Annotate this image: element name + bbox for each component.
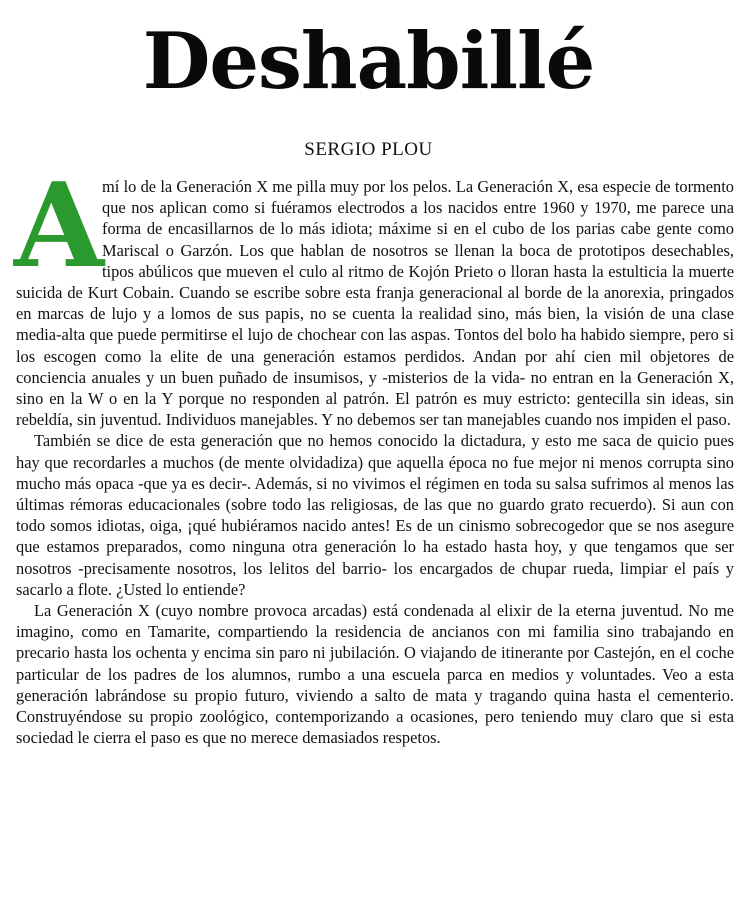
paragraph-1 xyxy=(14,158,734,430)
article-author: SERGIO PLOU xyxy=(304,139,433,160)
drop-cap-letter: A xyxy=(14,158,105,294)
paragraph-1-text: mí lo de la Generación X me pilla muy por los pelos. La Generación X, esa especie de tormento que nos aplican como si fuéramos electrodos a los nacidos entre 1960 y 1970, me parece una forma de encasillarnos de lo más idiota; máxime si en el cubo de los parias cabe gente como Mariscal o Garzón. Los que hablan de nosotros se llenan la boca de prototipos desechables, tipos abúlicos que mueven el culo al ritmo de Kojón Prieto o lloran hasta la estulticia la muerte suicida de Kurt Cobain. Cuando se escribe sobre esta franja generacional al borde de la anorexia, pringados en marcas de lujo y a lomos de sus papis, no se cuenta la realidad sino, más bien, la visión de una clase media-alta que puede permitirse el lujo de chochear con las aspas. Tontos del bolo ha habido siempre, pero si los escogen como la elite de una generación estamos perdidos. Andan por ahí cien mil objetores de conciencia anuales y un buen puñado de insumisos, y -misterios de la vida- no entran en la Generación X, sino en la W o en la Y porque no responden al patrón. El patrón es muy estricto: gentecilla sin ideas, sin rebeldía, sin juventud. Individuos manejables. Y no debemos ser tan manejables cuando nos impiden el paso. xyxy=(16,177,734,430)
article-title: Deshabillé xyxy=(142,16,595,107)
paragraph-2: También se dice de esta generación que no hemos conocido la dictadura, y esto me saca de quicio pues hay que recordarles a muchos (de mente olvidadiza) que aquella época no fue mejor ni menos corrupta sino mucho más opaca -que ya es decir-. Además, si no vivimos el régimen en toda su salsa sufrimos al menos las últimas rémoras educacionales (sobre todo las religiosas, de las que no guardo grato recuerdo). Si aun con todo somos idiotas, oiga, ¡qué hubiéramos nacido antes! Es de un cinismo sobrecogedor que se nos asegure que estamos preparados, como ninguna otra generación lo ha estado hasta hoy, y que tengamos que ser nosotros -precisamente nosotros, los lelitos del barrio- los encargados de chupar rueda, limpiar el país y sacarlo a flote. ¿Usted lo entiende? xyxy=(16,431,734,599)
article-body xyxy=(14,158,734,748)
drop-cap xyxy=(14,158,105,294)
paragraph-3: La Generación X (cuyo nombre provoca arcadas) está condenada al elixir de la eterna juventud. No me imagino, como en Tamarite, compartiendo la residencia de ancianos con mi familia sino trabajando en precario hasta los ochenta y encima sin paro ni jubilación. O viajando de itinerante por Castejón, en el coche particular de los padres de los alumnos, rumbo a una escuela parca en medios y voluntades. Veo a esta generación labrándose su propio futuro, viviendo a salto de mata y tragando quina hasta el cementerio. Construyéndose su propio zoológico, contemporizando a ocasiones, pero teniendo muy claro que si esta sociedad le cierra el paso es que no merece demasiados respetos. xyxy=(16,601,734,748)
